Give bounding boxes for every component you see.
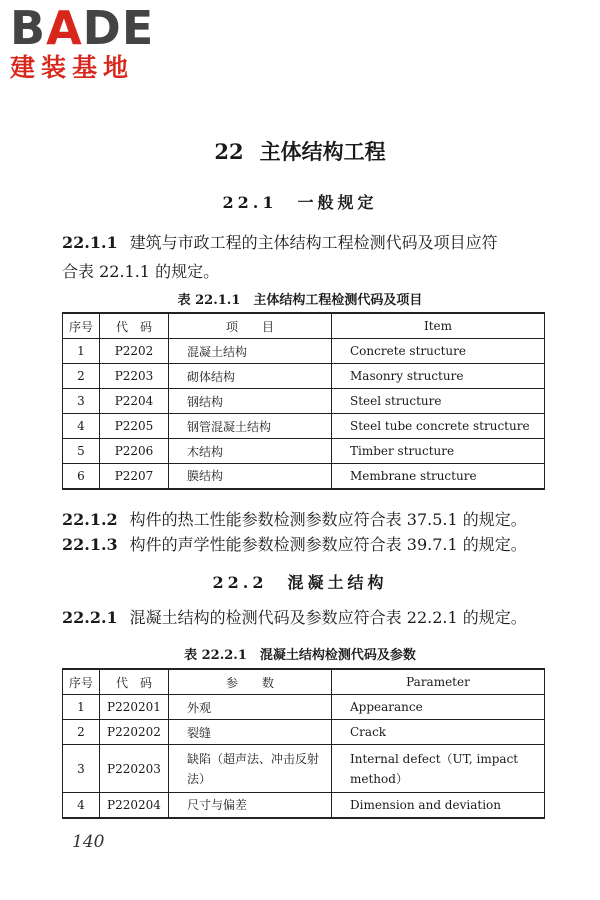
table-header-row — [63, 669, 545, 695]
clause-22-1-1: 22.1.1 建筑与市政工程的主体结构工程检测代码及项目应符 合表 22.1.1 的规定。 — [62, 233, 498, 281]
logo-subtitle: 建装基地 — [10, 53, 135, 82]
clause-22-1-3: 22.1.3 构件的声学性能参数检测参数应符合表 39.7.1 的规定。 — [62, 535, 527, 554]
header-param-zh: 参 数 — [169, 669, 332, 695]
section-heading-22-1: 22.1 一般规定 — [222, 193, 378, 212]
table-22-2-1 — [62, 668, 545, 819]
table-row: 3 P2204 钢结构 Steel structure — [63, 389, 545, 414]
table-row: 5 P2206 木结构 Timber structure — [63, 439, 545, 464]
header-item-zh: 项 目 — [169, 313, 332, 339]
clause-22-2-1: 22.2.1 混凝土结构的检测代码及参数应符合表 22.2.1 的规定。 — [62, 608, 527, 627]
table-22-1-1 — [62, 312, 545, 490]
table-row: 1 P220201 外观 Appearance — [63, 695, 545, 720]
table-22-2-1-caption: 表 22.2.1 混凝土结构检测代码及参数 — [184, 648, 416, 663]
table-row: 4 P2205 钢管混凝土结构 Steel tube concrete structure — [63, 414, 545, 439]
table-header-row — [63, 313, 545, 339]
header-no: 序号 — [63, 669, 100, 695]
table-row: 3 P220203 缺陷（超声法、冲击反射法） Internal defect（UT, impact method） — [63, 745, 545, 793]
header-no: 序号 — [63, 313, 100, 339]
header-param-en: Parameter — [332, 669, 545, 695]
header-code: 代 码 — [100, 313, 169, 339]
logo-wordmark: BADE — [10, 1, 155, 55]
table-row: 6 P2207 膜结构 Membrane structure — [63, 464, 545, 489]
page-number: 140 — [72, 832, 105, 852]
section-heading-22-2: 22.2 混凝土结构 — [212, 573, 388, 592]
clause-22-1-2: 22.1.2 构件的热工性能参数检测参数应符合表 37.5.1 的规定。 — [62, 510, 527, 529]
header-code: 代 码 — [100, 669, 169, 695]
bade-logo — [10, 1, 180, 83]
table-row: 2 P2203 砌体结构 Masonry structure — [63, 364, 545, 389]
chapter-title: 22 主体结构工程 — [214, 139, 386, 164]
table-22-1-1-caption: 表 22.1.1 主体结构工程检测代码及项目 — [177, 293, 423, 308]
table-row: 1 P2202 混凝土结构 Concrete structure — [63, 339, 545, 364]
table-row: 4 P220204 尺寸与偏差 Dimension and deviation — [63, 793, 545, 818]
table-row: 2 P220202 裂缝 Crack — [63, 720, 545, 745]
header-item-en: Item — [332, 313, 545, 339]
